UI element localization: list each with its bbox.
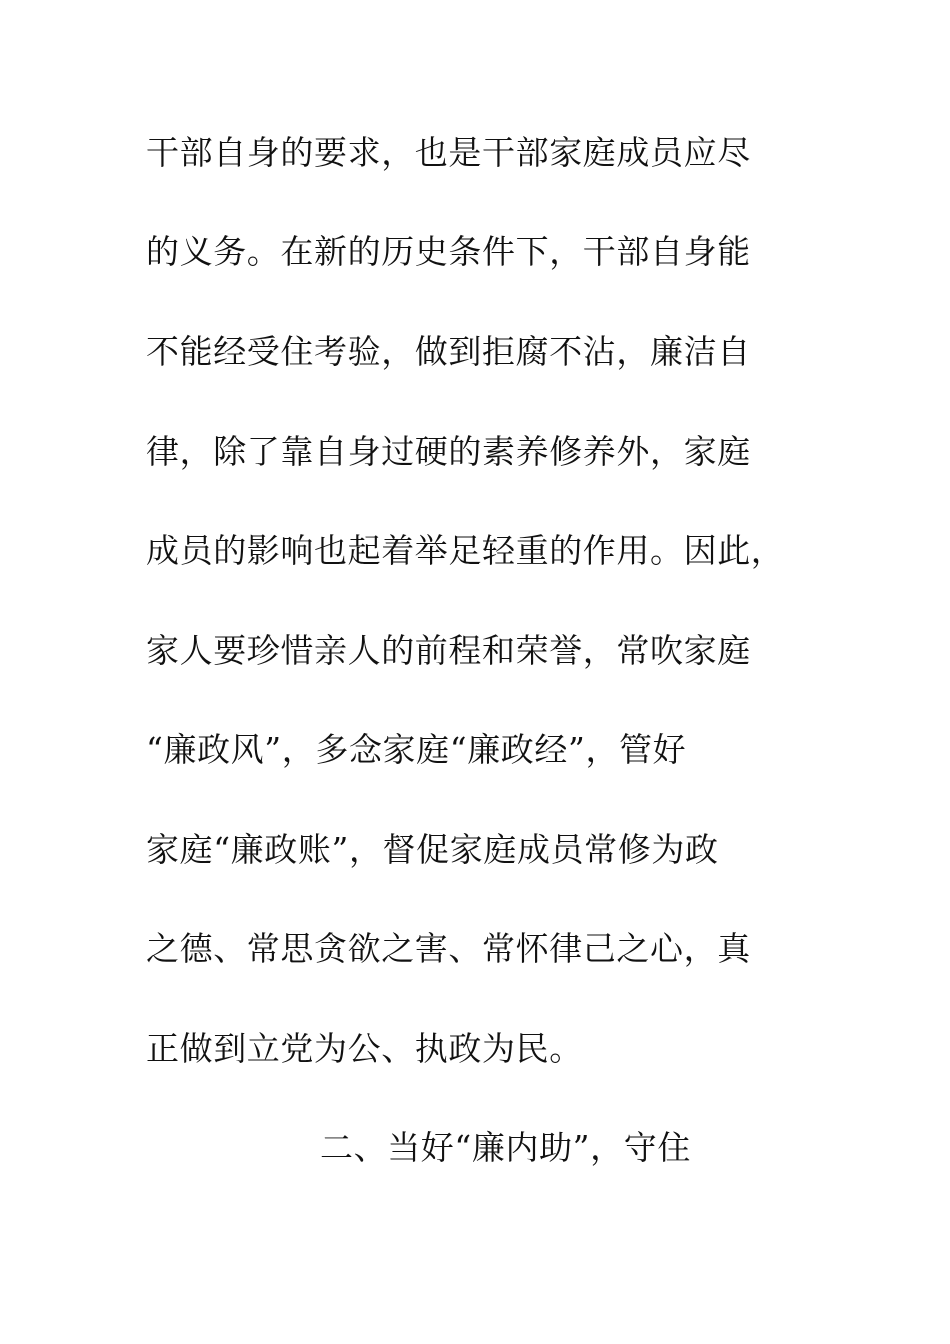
- paragraph-line-10: 正做到立党为公、执政为民。: [146, 1029, 583, 1068]
- paragraph-line-2: 的义务。在新的历史条件下，干部自身能: [146, 232, 751, 271]
- section-heading: 二、当好“廉内助”，守住: [320, 1128, 691, 1167]
- paragraph-line-9: 之德、常思贪欲之害、常怀律己之心，真: [146, 929, 751, 968]
- paragraph-line-1: 干部自身的要求，也是干部家庭成员应尽: [146, 133, 751, 172]
- paragraph-line-5: 成员的影响也起着举足轻重的作用。因此，: [146, 531, 785, 570]
- paragraph-line-7: “廉政风”，多念家庭“廉政经”，管好: [146, 730, 687, 769]
- paragraph-line-4: 律，除了靠自身过硬的素养修养外，家庭: [146, 432, 751, 471]
- paragraph-line-6: 家人要珍惜亲人的前程和荣誉，常吹家庭: [146, 631, 751, 670]
- paragraph-line-3: 不能经受住考验，做到拒腐不沾，廉洁自: [146, 332, 751, 371]
- paragraph-line-8: 家庭“廉政账”，督促家庭成员常修为政: [146, 830, 719, 869]
